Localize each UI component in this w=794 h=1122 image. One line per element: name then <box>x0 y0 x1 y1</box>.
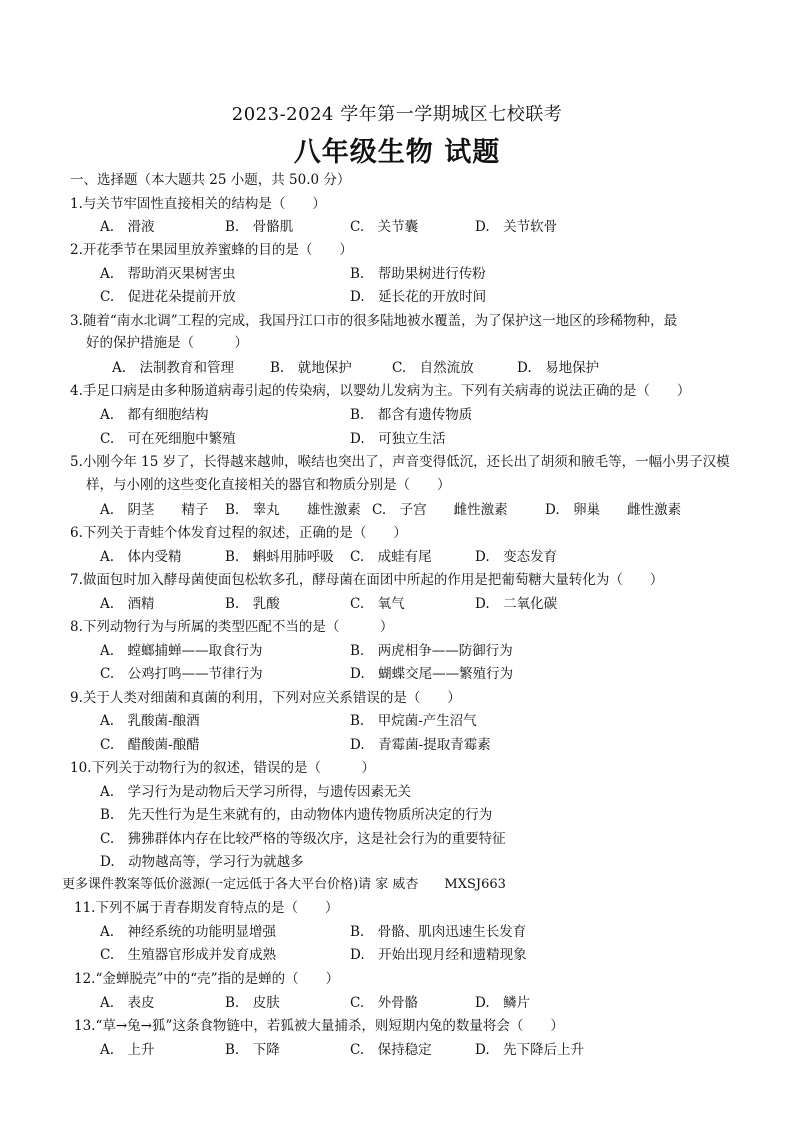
question-1-option-b: B. 骨骼肌 <box>225 219 294 235</box>
question-13-option-b: B. 下降 <box>225 1042 280 1058</box>
question-4-option-b: B. 都含有遗传物质 <box>350 407 473 423</box>
question-12-option-d: D. 鳞片 <box>475 995 531 1011</box>
question-2-option-d: D. 延长花的开放时间 <box>350 289 487 305</box>
question-4-option-a: A. 都有细胞结构 <box>100 407 209 423</box>
exam-title-line2: 八年级生物 试题 <box>293 137 501 168</box>
question-1-stem: 1.与关节牢固性直接相关的结构是（ ） <box>70 196 326 212</box>
question-11-option-c: C. 生殖器官形成并发育成熟 <box>100 947 277 963</box>
question-6-stem: 6.下列关于青蛙个体发育过程的叙述，正确的是（ ） <box>70 525 407 541</box>
question-12-option-b: B. 皮肤 <box>225 995 280 1011</box>
question-6-option-c: C. 成蛙有尾 <box>350 549 432 565</box>
question-8-stem: 8.下列动物行为与所属的类型匹配不当的是（ ） <box>70 619 394 635</box>
exam-title-line1: 2023-2024 学年第一学期城区七校联考 <box>231 104 563 125</box>
question-13-option-c: C. 保持稳定 <box>350 1042 432 1058</box>
question-6-option-a: A. 体内受精 <box>100 549 182 565</box>
question-3-option-a: A. 法制教育和管理 <box>112 360 235 376</box>
question-2-option-b: B. 帮助果树进行传粉 <box>350 266 486 282</box>
question-4-option-d: D. 可独立生活 <box>350 431 446 447</box>
question-4-stem: 4.手足口病是由多种肠道病毒引起的传染病，以婴幼儿发病为主。下列有关病毒的说法正确的是（ ） <box>70 383 691 399</box>
question-12-stem: 12.“金蝉脱壳”中的“壳”指的是蝉的（ ） <box>74 971 340 987</box>
question-6-option-d: D. 变态发育 <box>475 549 558 565</box>
question-9-option-c: C. 醋酸菌-酿醋 <box>100 737 200 753</box>
question-5-option-c: C. 子宫 雌性激素 <box>372 502 508 518</box>
question-7-option-a: A. 酒精 <box>100 596 155 612</box>
question-13-stem: 13.“草→兔→狐”这条食物链中，若狐被大量捕杀，则短期内兔的数量将会（ ） <box>74 1018 564 1034</box>
question-3-option-d: D. 易地保护 <box>517 360 600 376</box>
question-5-stem-continued: 样，与小刚的这些变化直接相关的器官和物质分别是（ ） <box>86 477 451 493</box>
question-5-option-a: A. 阴茎 精子 <box>100 502 209 518</box>
question-7-option-c: C. 氧气 <box>350 596 405 612</box>
question-7-stem: 7.做面包时加入酵母菌使面包松软多孔，酵母菌在面团中所起的作用是把葡萄糖大量转化为（ ） <box>70 572 664 588</box>
question-10-stem: 10.下列关于动物行为的叙述，错误的是（ ） <box>70 760 375 776</box>
question-9-stem: 9.关于人类对细菌和真菌的利用，下列对应关系错误的是（ ） <box>70 690 461 706</box>
question-11-stem: 11.下列不属于青春期发育特点的是（ ） <box>74 900 339 916</box>
question-5-stem: 5.小刚今年 15 岁了，长得越来越帅，喉结也突出了，声音变得低沉，还长出了胡须和腋毛等，一幅小男子汉模 <box>70 454 730 470</box>
question-4-option-c: C. 可在死细胞中繁殖 <box>100 431 236 447</box>
question-8-option-b: B. 两虎相争——防御行为 <box>350 643 513 659</box>
question-3-option-c: C. 自然流放 <box>392 360 474 376</box>
question-5-option-b: B. 睾丸 雄性激素 <box>225 502 361 518</box>
question-1-option-d: D. 关节软骨 <box>475 219 558 235</box>
question-7-option-d: D. 二氧化碳 <box>475 596 558 612</box>
question-10-option-d: D. 动物越高等，学习行为就越多 <box>100 854 304 870</box>
question-13-option-a: A. 上升 <box>100 1042 155 1058</box>
question-7-option-b: B. 乳酸 <box>225 596 280 612</box>
question-6-option-b: B. 蝌蚪用肺呼吸 <box>225 549 334 565</box>
question-10-option-a: A. 学习行为是动物后天学习所得，与遗传因素无关 <box>100 784 412 800</box>
promo-text: 更多课件教案等低价滋源(一定远低于各大平台价格)请 家 威杏 MXSJ663 <box>62 877 506 892</box>
question-8-option-a: A. 螳螂捕蝉——取食行为 <box>100 643 263 659</box>
question-2-option-a: A. 帮助消灭果树害虫 <box>100 266 236 282</box>
question-3-stem-continued: 好的保护措施是（ ） <box>86 335 248 351</box>
question-9-option-a: A. 乳酸菌-酿酒 <box>100 713 200 729</box>
question-1-option-a: A. 滑液 <box>100 219 155 235</box>
question-13-option-d: D. 先下降后上升 <box>475 1042 585 1058</box>
question-12-option-c: C. 外骨骼 <box>350 995 419 1011</box>
question-10-option-b: B. 先天性行为是生来就有的，由动物体内遗传物质所决定的行为 <box>100 807 493 823</box>
question-8-option-d: D. 蝴蝶交尾——繁殖行为 <box>350 666 514 682</box>
question-10-option-c: C. 狒狒群体内存在比较严格的等级次序，这是社会行为的重要特征 <box>100 831 506 847</box>
question-9-option-b: B. 甲烷菌-产生沼气 <box>350 713 477 729</box>
question-3-stem: 3.随着“南水北调”工程的完成，我国丹江口市的很多陆地被水覆盖，为了保护这一地区的珍稀物种，最 <box>70 313 678 329</box>
question-2-stem: 2.开花季节在果园里放养蜜蜂的目的是（ ） <box>70 242 353 258</box>
question-5-option-d: D. 卵巢 雌性激素 <box>545 502 682 518</box>
question-8-option-c: C. 公鸡打鸣——节律行为 <box>100 666 263 682</box>
section-heading: 一、选择题（本大题共 25 小题，共 50.0 分） <box>70 172 351 188</box>
question-2-option-c: C. 促进花朵提前开放 <box>100 289 236 305</box>
question-11-option-b: B. 骨骼、肌肉迅速生长发育 <box>350 924 527 940</box>
question-3-option-b: B. 就地保护 <box>270 360 352 376</box>
question-11-option-d: D. 开始出现月经和遗精现象 <box>350 947 527 963</box>
question-12-option-a: A. 表皮 <box>100 995 155 1011</box>
question-11-option-a: A. 神经系统的功能明显增强 <box>100 924 277 940</box>
question-9-option-d: D. 青霉菌-提取青霉素 <box>350 737 491 753</box>
question-1-option-c: C. 关节囊 <box>350 219 419 235</box>
